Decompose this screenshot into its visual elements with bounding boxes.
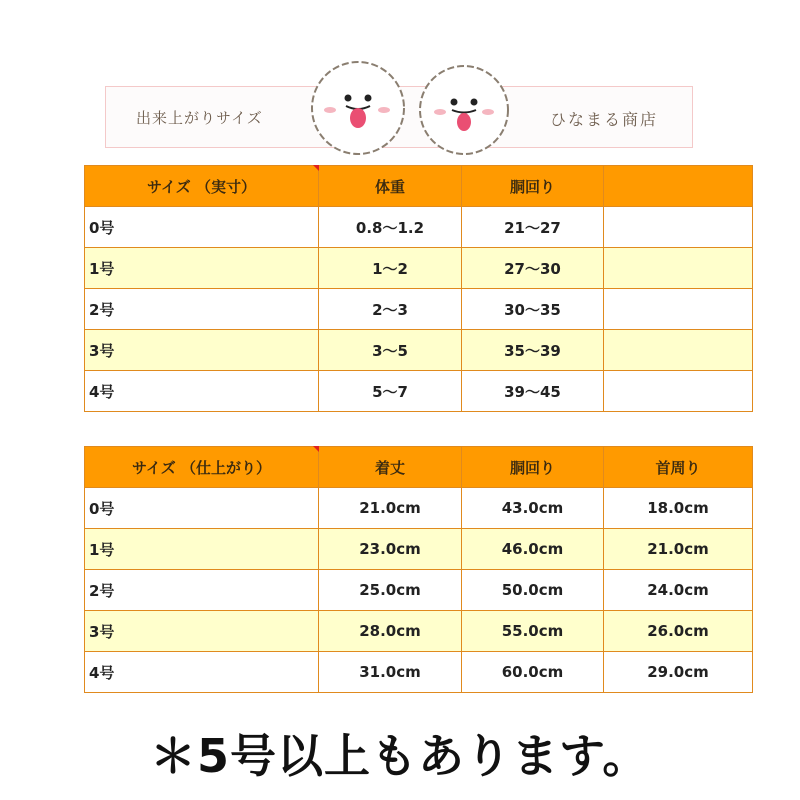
cell-size: 3号 <box>85 330 319 371</box>
header-waist: 胴回り <box>462 447 604 488</box>
comment-marker <box>313 446 319 452</box>
header-weight: 体重 <box>319 166 462 207</box>
header-size: サイズ （仕上がり） <box>85 447 319 488</box>
cell-size: 0号 <box>85 207 319 248</box>
finished-size-table <box>84 446 753 693</box>
cell-size: 0号 <box>85 488 319 529</box>
cell-size: 4号 <box>85 652 319 693</box>
cell-size: 3号 <box>85 611 319 652</box>
mascot-left-icon <box>312 62 404 154</box>
cell-size: 1号 <box>85 529 319 570</box>
actual-size-table <box>84 165 753 412</box>
header-length: 着丈 <box>319 447 462 488</box>
table-row <box>85 330 753 371</box>
table-header-row <box>85 166 753 207</box>
cell-empty <box>604 371 753 412</box>
header-waist: 胴回り <box>462 166 604 207</box>
cell-size: 1号 <box>85 248 319 289</box>
cell-length: 21.0cm <box>319 488 462 529</box>
cell-neck: 26.0cm <box>604 611 753 652</box>
banner-title: 出来上がりサイズ <box>136 109 263 127</box>
shop-name: ひなまる商店 <box>549 110 658 129</box>
cell-waist: 27〜30 <box>462 248 604 289</box>
cell-length: 28.0cm <box>319 611 462 652</box>
mascot-illustration <box>300 58 520 158</box>
cell-weight: 0.8〜1.2 <box>319 207 462 248</box>
table-row <box>85 529 753 570</box>
comment-marker <box>313 165 319 171</box>
header-neck: 首周り <box>604 447 753 488</box>
cell-waist: 50.0cm <box>462 570 604 611</box>
table-row <box>85 207 753 248</box>
table-row <box>85 488 753 529</box>
cell-waist: 30〜35 <box>462 289 604 330</box>
header-empty <box>604 166 753 207</box>
cell-neck: 21.0cm <box>604 529 753 570</box>
cell-neck: 24.0cm <box>604 570 753 611</box>
cell-empty <box>604 248 753 289</box>
cell-length: 25.0cm <box>319 570 462 611</box>
cell-size: 4号 <box>85 371 319 412</box>
cell-weight: 5〜7 <box>319 371 462 412</box>
table-header-row <box>85 447 753 488</box>
cell-weight: 3〜5 <box>319 330 462 371</box>
table-row <box>85 289 753 330</box>
cell-size: 2号 <box>85 289 319 330</box>
cell-neck: 18.0cm <box>604 488 753 529</box>
cell-neck: 29.0cm <box>604 652 753 693</box>
more-sizes-note: ＊5号以上もあります。 <box>150 729 650 783</box>
cell-waist: 43.0cm <box>462 488 604 529</box>
mascot-right-icon <box>420 66 508 154</box>
table-row <box>85 652 753 693</box>
cell-weight: 2〜3 <box>319 289 462 330</box>
table-row <box>85 570 753 611</box>
table-row <box>85 611 753 652</box>
cell-length: 31.0cm <box>319 652 462 693</box>
cell-empty <box>604 289 753 330</box>
cell-weight: 1〜2 <box>319 248 462 289</box>
cell-waist: 55.0cm <box>462 611 604 652</box>
cell-waist: 60.0cm <box>462 652 604 693</box>
cell-waist: 46.0cm <box>462 529 604 570</box>
cell-length: 23.0cm <box>319 529 462 570</box>
cell-waist: 21〜27 <box>462 207 604 248</box>
cell-waist: 35〜39 <box>462 330 604 371</box>
cell-empty <box>604 330 753 371</box>
table-row <box>85 371 753 412</box>
header-size: サイズ （実寸） <box>85 166 319 207</box>
table-row <box>85 248 753 289</box>
cell-empty <box>604 207 753 248</box>
cell-waist: 39〜45 <box>462 371 604 412</box>
cell-size: 2号 <box>85 570 319 611</box>
